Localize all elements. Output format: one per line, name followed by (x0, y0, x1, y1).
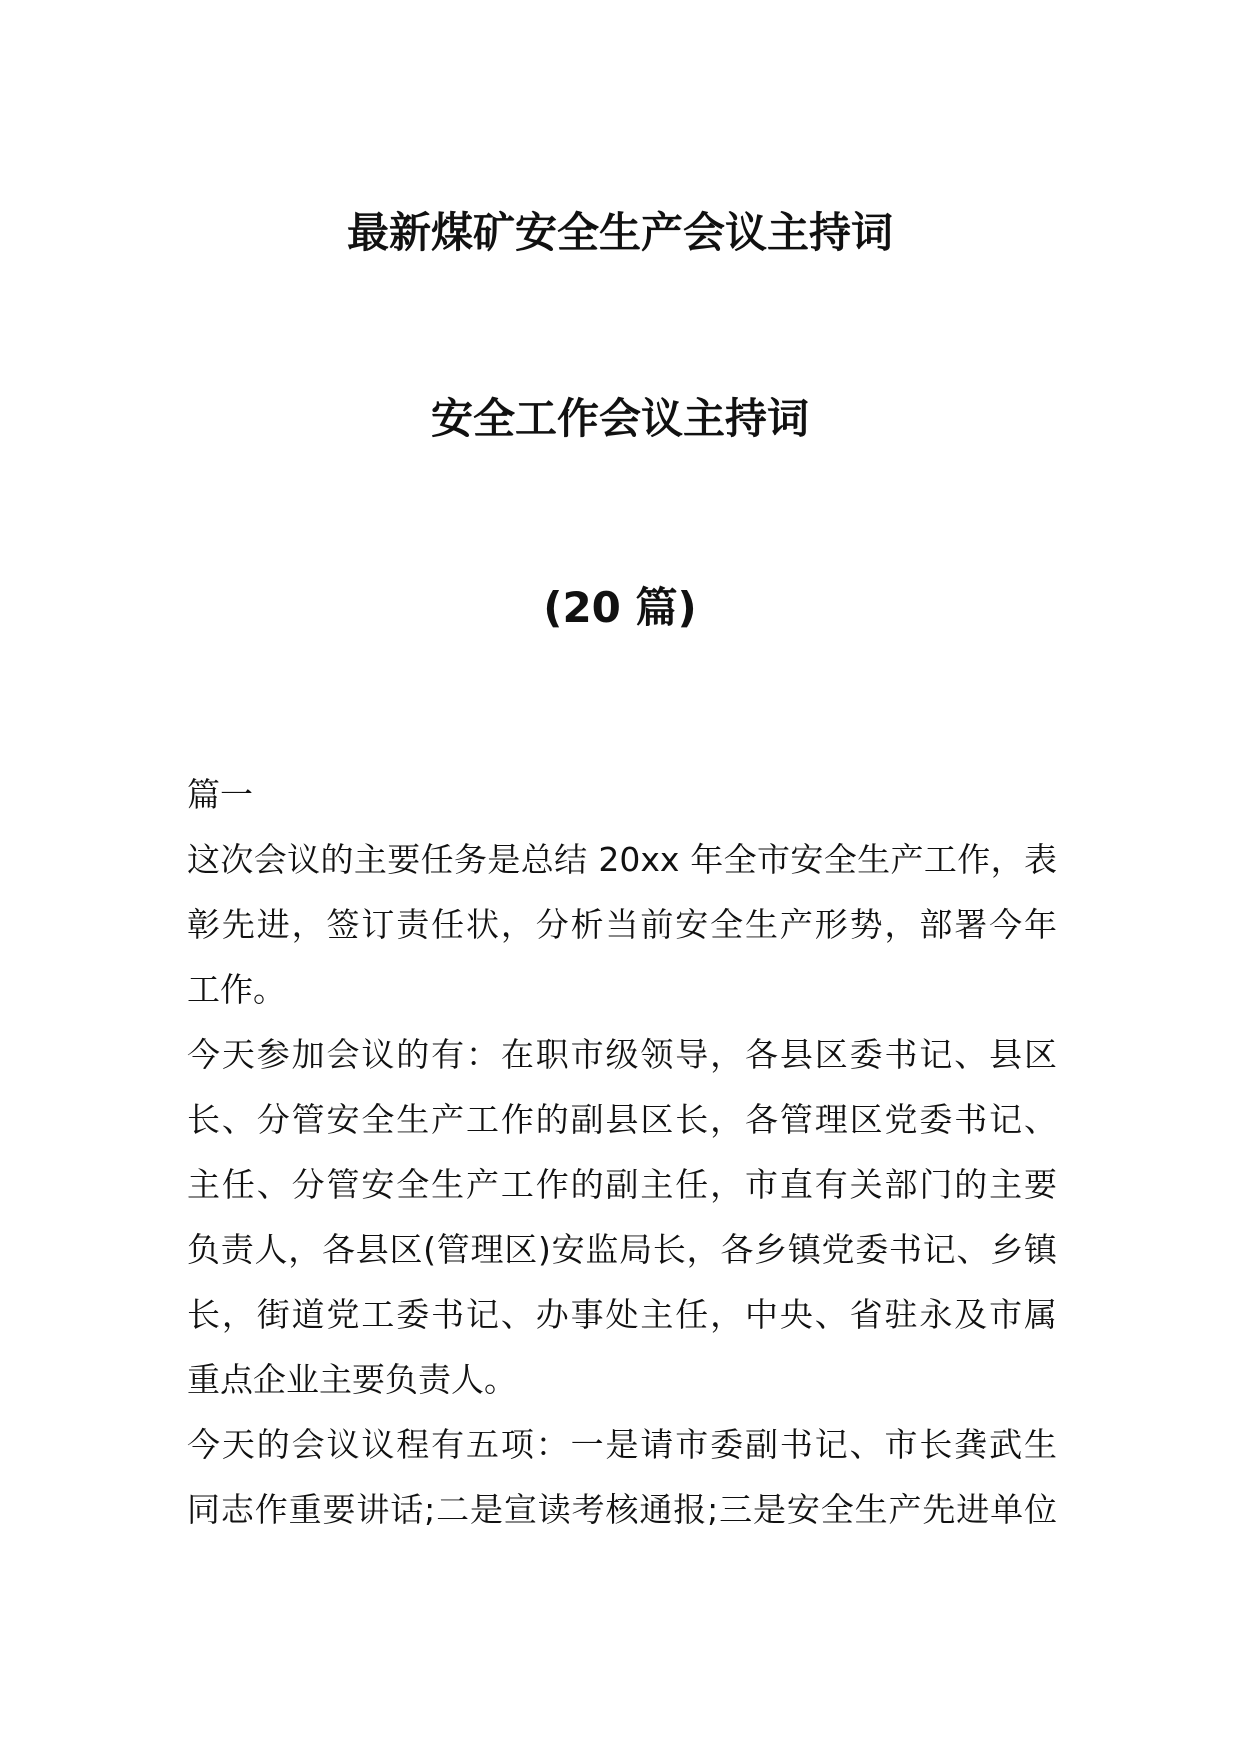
body-line: 今天参加会议的有：在职市级领导，各县区委书记、县区 (187, 1035, 1057, 1074)
document-count: (20 篇) (543, 583, 697, 632)
body-line: 彰先进，签订责任状，分析当前安全生产形势，部署今年 (187, 905, 1057, 944)
body-line: 长、分管安全生产工作的副县区长，各管理区党委书记、 (187, 1100, 1057, 1139)
body-line: 同志作重要讲话;二是宣读考核通报;三是安全生产先进单位 (187, 1490, 1057, 1529)
section-heading: 篇一 (187, 775, 253, 814)
body-line: 主任、分管安全生产工作的副主任，市直有关部门的主要 (187, 1165, 1057, 1204)
body-line: 工作。 (187, 970, 286, 1009)
document-title: 最新煤矿安全生产会议主持词 (346, 208, 893, 257)
document-body (187, 762, 1057, 1542)
body-line: 负责人，各县区(管理区)安监局长，各乡镇党委书记、乡镇 (187, 1230, 1057, 1269)
body-line: 这次会议的主要任务是总结 20xx 年全市安全生产工作，表 (187, 840, 1057, 879)
body-line: 今天的会议议程有五项：一是请市委副书记、市长龚武生 (187, 1425, 1057, 1464)
document-subtitle: 安全工作会议主持词 (430, 394, 809, 443)
body-line: 长，街道党工委书记、办事处主任，中央、省驻永及市属 (187, 1295, 1057, 1334)
body-line: 重点企业主要负责人。 (187, 1360, 517, 1399)
